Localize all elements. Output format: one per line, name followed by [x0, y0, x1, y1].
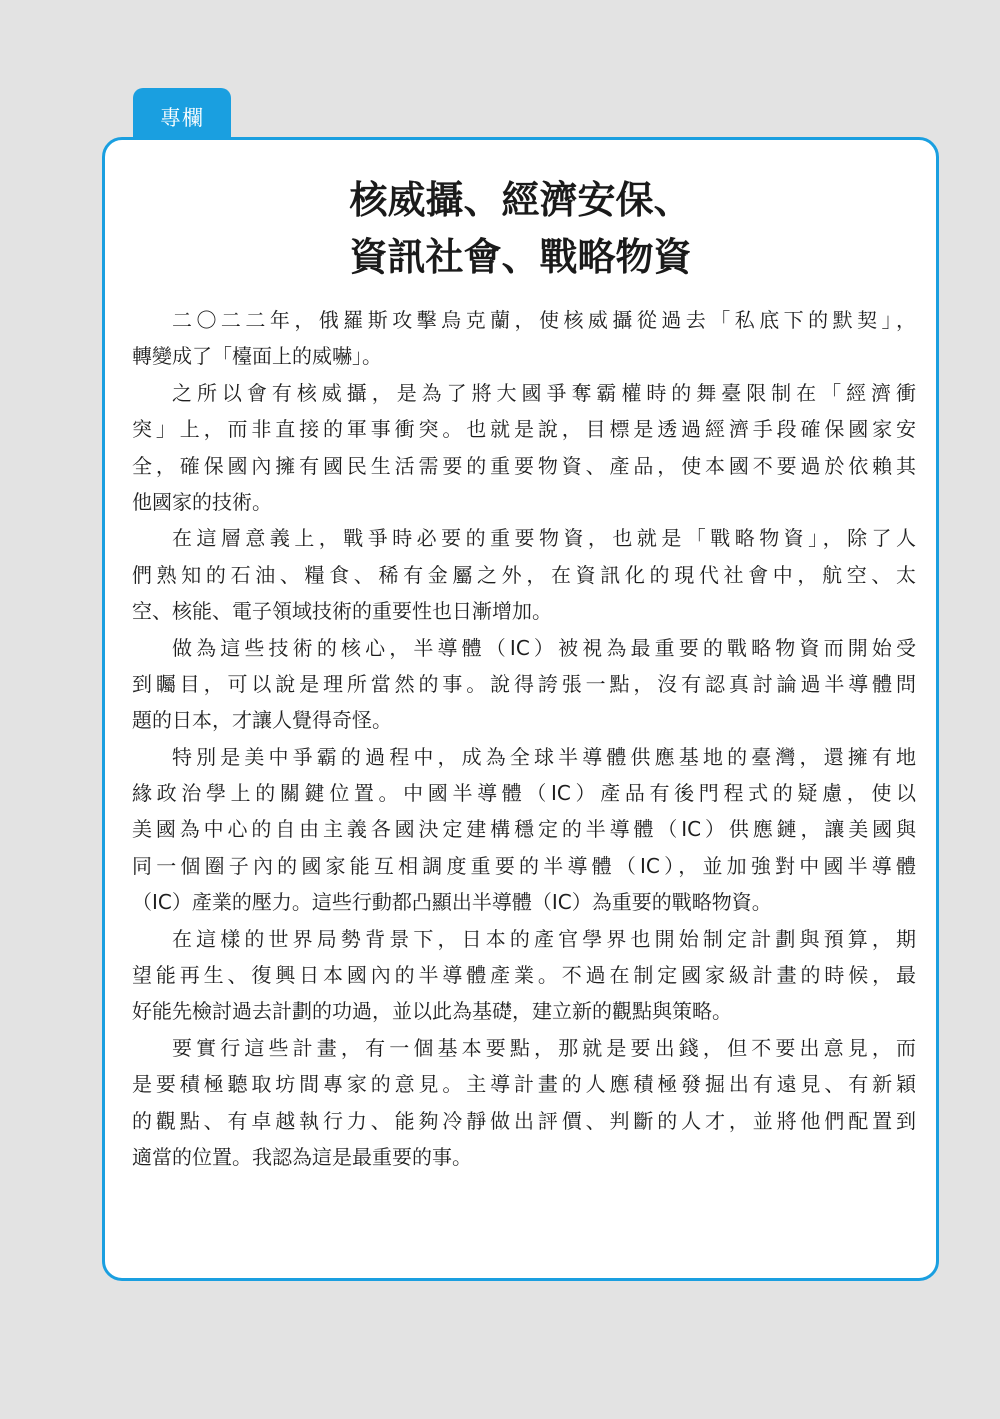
- paragraph-4-line-3: 題的日本，才讓人覺得奇怪。: [132, 708, 392, 733]
- title-line-2: 資訊社會、戰略物資: [349, 235, 692, 279]
- paragraph-3-line-1: 在這層意義上，戰爭時必要的重要物資，也就是「戰略物資」，除了人: [172, 526, 916, 551]
- column-tab: 專欄: [133, 88, 231, 144]
- paragraph-6-line-3: 好能先檢討過去計劃的功過，並以此為基礎，建立新的觀點與策略。: [132, 999, 732, 1024]
- paragraph-3-line-2: 們熟知的石油、糧食、稀有金屬之外，在資訊化的現代社會中，航空、太: [132, 562, 916, 587]
- article-body: [132, 302, 916, 1175]
- paragraph-1-line-1: 二〇二二年，俄羅斯攻擊烏克蘭，使核威攝從過去「私底下的默契」，: [172, 308, 916, 332]
- paragraph-7-line-2: 是要積極聽取坊間專家的意見。主導計畫的人應積極發掘出有遠見、有新穎: [132, 1072, 916, 1097]
- paragraph-5-line-1: 特別是美中爭霸的過程中，成為全球半導體供應基地的臺灣，還擁有地: [172, 744, 916, 769]
- column-box: [102, 137, 939, 1281]
- article-title: [105, 172, 936, 286]
- paragraph-5-line-4: 同一個圈子內的國家能互相調度重要的半導體（IC），並加強對中國半導體: [132, 853, 916, 878]
- paragraph-2-line-1: 之所以會有核威攝，是為了將大國爭奪霸權時的舞臺限制在「經濟衝: [172, 380, 916, 405]
- paragraph-2-line-4: 他國家的技術。: [132, 489, 272, 514]
- title-line-1: 核威攝、經濟安保、: [349, 178, 692, 222]
- paragraph-1-line-2: 轉變成了「檯面上的威嚇」。: [132, 344, 382, 369]
- paragraph-3-line-3: 空、核能、電子領域技術的重要性也日漸增加。: [132, 599, 552, 624]
- paragraph-5-line-5: （IC）產業的壓力。這些行動都凸顯出半導體（IC）為重要的戰略物資。: [132, 890, 772, 915]
- paragraph-5-line-3: 美國為中心的自由主義各國決定建構穩定的半導體（IC）供應鏈，讓美國與: [132, 817, 916, 842]
- paragraph-7-line-4: 適當的位置。我認為這是最重要的事。: [132, 1144, 472, 1169]
- paragraph-4-line-2: 到矚目，可以說是理所當然的事。說得誇張一點，沒有認真討論過半導體問: [132, 671, 916, 696]
- paragraph-6-line-2: 望能再生、復興日本國內的半導體產業。不過在制定國家級計畫的時候，最: [132, 963, 916, 988]
- paragraph-6-line-1: 在這樣的世界局勢背景下，日本的產官學界也開始制定計劃與預算，期: [172, 926, 916, 951]
- paragraph-2-line-2: 突」上，而非直接的軍事衝突。也就是說，目標是透過經濟手段確保國家安: [132, 417, 916, 442]
- paragraph-4-line-1: 做為這些技術的核心，半導體（IC）被視為最重要的戰略物資而開始受: [172, 635, 916, 660]
- paragraph-7-line-1: 要實行這些計畫，有一個基本要點，那就是要出錢，但不要出意見，而: [172, 1035, 916, 1060]
- paragraph-7-line-3: 的觀點、有卓越執行力、能夠冷靜做出評價、判斷的人才，並將他們配置到: [132, 1108, 916, 1133]
- paragraph-5-line-2: 緣政治學上的關鍵位置。中國半導體（IC）產品有後門程式的疑慮，使以: [132, 781, 916, 806]
- paragraph-2-line-3: 全，確保國內擁有國民生活需要的重要物資、產品，使本國不要過於依賴其: [132, 453, 916, 478]
